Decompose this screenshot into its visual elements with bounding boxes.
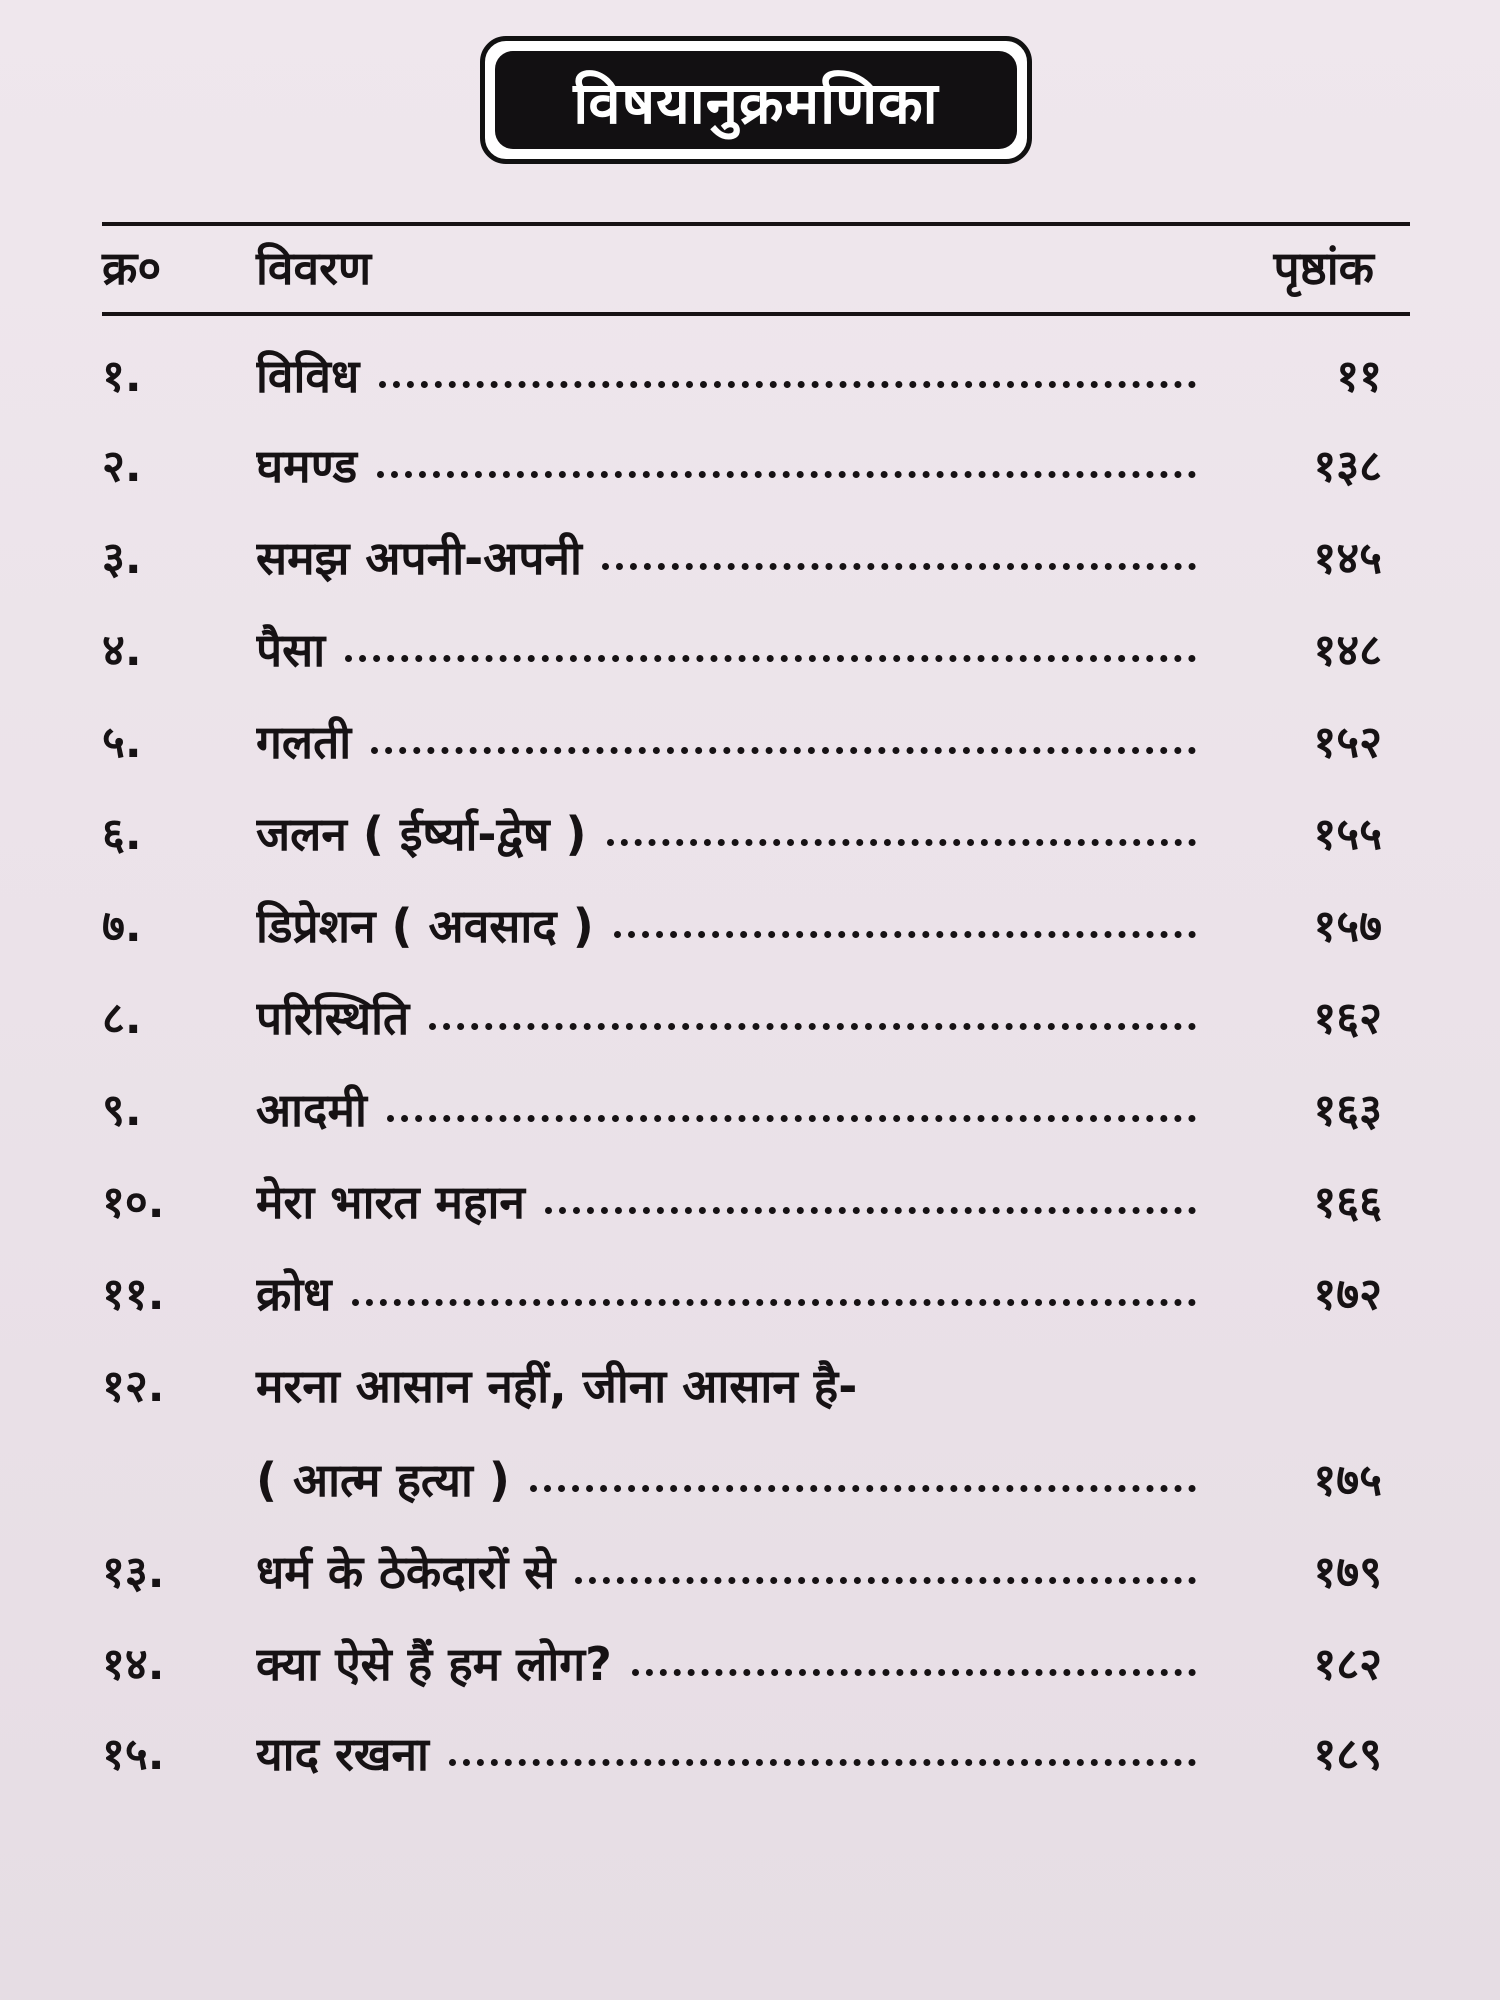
entry-page-number: १७९ [1313,1547,1382,1598]
entry-title: याद रखना [256,1727,429,1781]
entry-page-number: १५५ [1313,809,1382,860]
entry-number: ८. [102,993,142,1044]
entry-line [256,1170,1196,1232]
entry-title: समझ अपनी-अपनी [256,531,582,585]
list-item [0,1722,1500,1802]
entry-title: मरना आसान नहीं, जीना आसान है- [256,1359,858,1413]
dot-leader [530,1473,1196,1492]
header-description: विवरण [256,241,372,295]
entry-line [256,1078,1196,1140]
list-item [0,1078,1500,1158]
list-item [0,526,1500,606]
entry-page-number: १५२ [1313,717,1382,768]
dot-leader [352,1287,1196,1306]
entry-page-number: १६२ [1313,993,1382,1044]
entry-line [256,1540,1196,1602]
entry-title: डिप्रेशन ( अवसाद ) [256,899,594,953]
entry-title: क्या ऐसे हैं हम लोग? [256,1637,612,1691]
list-item [0,344,1500,424]
entry-title: आदमी [256,1083,367,1137]
entry-line [256,526,1196,588]
dot-leader [377,459,1196,478]
header-page: पृष्ठांक [1273,241,1374,295]
entry-number: ७. [102,901,142,952]
entry-title: धर्म के ठेकेदारों से [256,1545,556,1599]
list-item [0,1632,1500,1712]
list-item [0,618,1500,698]
entry-title: घमण्ड [256,439,358,493]
entry-page-number: १८९ [1313,1729,1382,1780]
entry-page-number: १६६ [1313,1177,1382,1228]
dot-leader [614,919,1196,938]
page-title: विषयानुक्रमणिका [573,68,939,137]
dot-leader [632,1657,1196,1676]
header-top-rule [102,222,1410,226]
entry-number: १. [102,351,142,402]
entry-line [256,802,1196,864]
table-header [102,236,1410,306]
list-item [0,1354,1500,1507]
dot-leader [345,643,1196,662]
entry-number: १४. [102,1639,165,1690]
entry-title: परिस्थिति [256,991,410,1045]
entry-number: ११. [102,1269,165,1320]
entry-line [256,1632,1196,1694]
list-item [0,434,1500,514]
list-item [0,710,1500,790]
list-item [0,1170,1500,1250]
dot-leader [607,827,1196,846]
dot-leader [449,1747,1196,1766]
dot-leader [602,551,1196,570]
entry-number: १२. [102,1361,165,1412]
dot-leader [379,369,1196,388]
dot-leader [545,1195,1196,1214]
header-serial: क्र० [102,241,162,295]
entry-number: ९. [102,1085,142,1136]
entry-page-number: १६३ [1313,1085,1382,1136]
entry-line [256,618,1196,680]
entry-title: पैसा [256,623,326,677]
entry-title-continuation [256,1448,1196,1510]
entry-page-number: १५७ [1313,901,1382,952]
entry-title: क्रोध [256,1267,332,1321]
entry-title: विविध [256,349,360,403]
entry-line [256,434,1196,496]
entry-page-number: ११ [1336,351,1382,402]
entry-title: गलती [256,715,352,769]
entry-line [256,894,1196,956]
dot-leader [371,735,1196,754]
entry-subtitle: ( आत्म हत्या ) [256,1453,510,1507]
entry-number: २. [102,441,142,492]
entry-line [256,1722,1196,1784]
entry-number: ५. [102,717,142,768]
entry-line [256,710,1196,772]
entry-page-number: १४५ [1313,533,1382,584]
entry-page-number: १३८ [1313,441,1382,492]
entry-page-number: १७२ [1313,1269,1382,1320]
entry-line [256,344,1196,406]
dot-leader [429,1011,1196,1030]
entry-number: १५. [102,1729,165,1780]
entry-number: १०. [102,1177,165,1228]
entry-number: १३. [102,1547,165,1598]
entry-title: जलन ( ईर्ष्या-द्वेष ) [256,807,587,861]
title-banner [495,51,1017,149]
entry-page-number: १८२ [1313,1639,1382,1690]
entry-page-number: १७५ [1313,1455,1382,1506]
list-item [0,894,1500,974]
list-item [0,802,1500,882]
entry-line [256,1262,1196,1324]
entry-number: ६. [102,809,142,860]
entry-title: मेरा भारत महान [256,1175,525,1229]
list-item [0,1262,1500,1342]
header-bottom-rule [102,312,1410,316]
list-item [0,986,1500,1066]
entry-page-number: १४८ [1313,625,1382,676]
entry-number: ३. [102,533,142,584]
list-item [0,1540,1500,1620]
dot-leader [575,1565,1196,1584]
entry-line [256,986,1196,1048]
dot-leader [387,1103,1196,1122]
entry-number: ४. [102,625,142,676]
title-frame [480,36,1032,164]
